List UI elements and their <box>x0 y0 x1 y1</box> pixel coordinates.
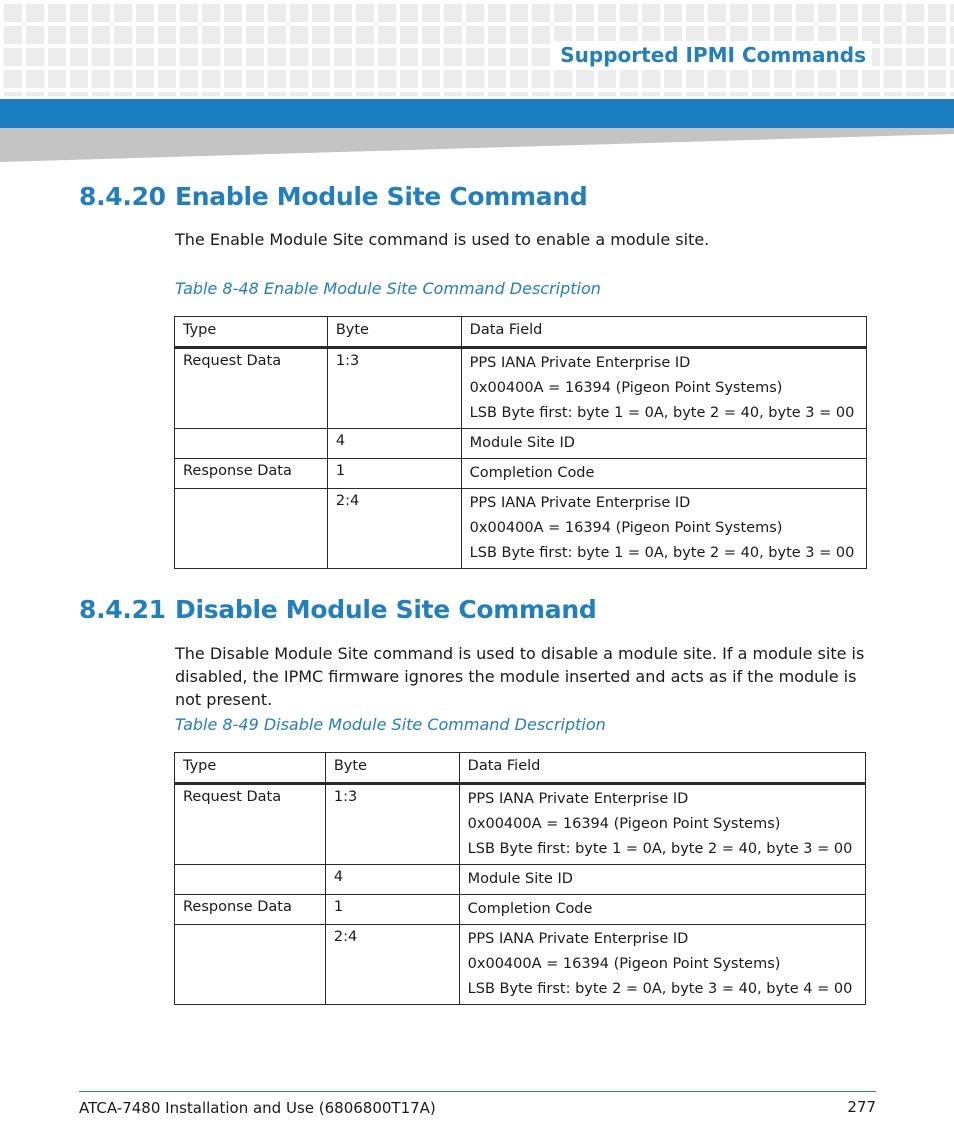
data-field-line: LSB Byte first: byte 1 = 0A, byte 2 = 40, byte 3 = 00 <box>469 545 855 561</box>
cell-type <box>175 865 326 895</box>
table-header-row <box>175 753 866 784</box>
data-field-line: PPS IANA Private Enterprise ID <box>469 355 691 371</box>
cell-byte: 1 <box>325 895 459 925</box>
data-field-line: LSB Byte first: byte 1 = 0A, byte 2 = 40, byte 3 = 00 <box>467 841 853 857</box>
command-table-enable <box>174 316 867 569</box>
data-field-line: Module Site ID <box>469 435 575 451</box>
cell-byte: 4 <box>327 429 461 459</box>
section-number: 8.4.21 <box>79 595 166 624</box>
section-heading-8-4-20 <box>79 182 587 211</box>
section-body-text: The Enable Module Site command is used to enable a module site. <box>175 230 710 249</box>
data-field-line: 0x00400A = 16394 (Pigeon Point Systems) <box>467 816 781 832</box>
cell-type <box>175 489 328 569</box>
cell-type: Response Data <box>175 459 328 489</box>
section-title: Enable Module Site Command <box>175 182 588 211</box>
column-header-byte: Byte <box>325 753 459 784</box>
footer-document-title: ATCA-7480 Installation and Use (6806800T17A) <box>79 1099 436 1117</box>
cell-data-field <box>461 459 866 489</box>
table-row <box>175 489 867 569</box>
header-grey-wedge <box>0 128 954 162</box>
cell-type: Response Data <box>175 895 326 925</box>
cell-type <box>175 429 328 459</box>
section-body-text: The Disable Module Site command is used to disable a module site. If a module site is disabled, the IPMC firmware ignores the module inserted and acts as if the module is not present. <box>175 644 865 709</box>
cell-byte: 1 <box>327 459 461 489</box>
data-field-line: Completion Code <box>469 465 595 481</box>
table-row <box>175 784 866 865</box>
data-field-line: PPS IANA Private Enterprise ID <box>469 495 691 511</box>
section-number: 8.4.20 <box>79 182 166 211</box>
cell-byte: 2:4 <box>325 925 459 1005</box>
table-row <box>175 925 866 1005</box>
data-field-line: Module Site ID <box>467 871 573 887</box>
cell-data-field <box>459 925 865 1005</box>
cell-data-field <box>459 865 865 895</box>
column-header-data-field: Data Field <box>461 317 866 348</box>
cell-data-field <box>461 489 866 569</box>
data-field-line: 0x00400A = 16394 (Pigeon Point Systems) <box>469 520 783 536</box>
data-field-line: Completion Code <box>467 901 593 917</box>
cell-type: Request Data <box>175 348 328 429</box>
table-row <box>175 429 867 459</box>
column-header-type: Type <box>175 317 328 348</box>
data-field-line: 0x00400A = 16394 (Pigeon Point Systems) <box>469 380 783 396</box>
cell-type <box>175 925 326 1005</box>
section-title: Disable Module Site Command <box>175 595 597 624</box>
column-header-type: Type <box>175 753 326 784</box>
cell-data-field <box>459 784 865 865</box>
column-header-data-field: Data Field <box>459 753 865 784</box>
data-field-line: LSB Byte first: byte 1 = 0A, byte 2 = 40, byte 3 = 00 <box>469 405 855 421</box>
cell-type: Request Data <box>175 784 326 865</box>
data-field-line: PPS IANA Private Enterprise ID <box>467 791 689 807</box>
table-row <box>175 865 866 895</box>
data-field-line: 0x00400A = 16394 (Pigeon Point Systems) <box>467 956 781 972</box>
column-header-byte: Byte <box>327 317 461 348</box>
footer-rule <box>79 1091 876 1092</box>
table-row <box>175 895 866 925</box>
command-table-disable <box>174 752 866 1005</box>
table-row <box>175 348 867 429</box>
header-blue-bar <box>0 99 954 128</box>
data-field-line: LSB Byte first: byte 2 = 0A, byte 3 = 40, byte 4 = 00 <box>467 981 853 997</box>
cell-data-field <box>459 895 865 925</box>
section-heading-8-4-21 <box>79 595 596 624</box>
cell-byte: 4 <box>325 865 459 895</box>
cell-byte: 1:3 <box>327 348 461 429</box>
running-header-title: Supported IPMI Commands <box>554 41 872 69</box>
table-header-row <box>175 317 867 348</box>
table-row <box>175 459 867 489</box>
table-caption: Table 8-48 Enable Module Site Command Description <box>175 279 601 298</box>
cell-byte: 1:3 <box>325 784 459 865</box>
data-field-line: PPS IANA Private Enterprise ID <box>467 931 689 947</box>
table-caption: Table 8-49 Disable Module Site Command Description <box>175 715 606 734</box>
cell-data-field <box>461 348 866 429</box>
footer-page-number: 277 <box>847 1098 876 1116</box>
cell-byte: 2:4 <box>327 489 461 569</box>
cell-data-field <box>461 429 866 459</box>
